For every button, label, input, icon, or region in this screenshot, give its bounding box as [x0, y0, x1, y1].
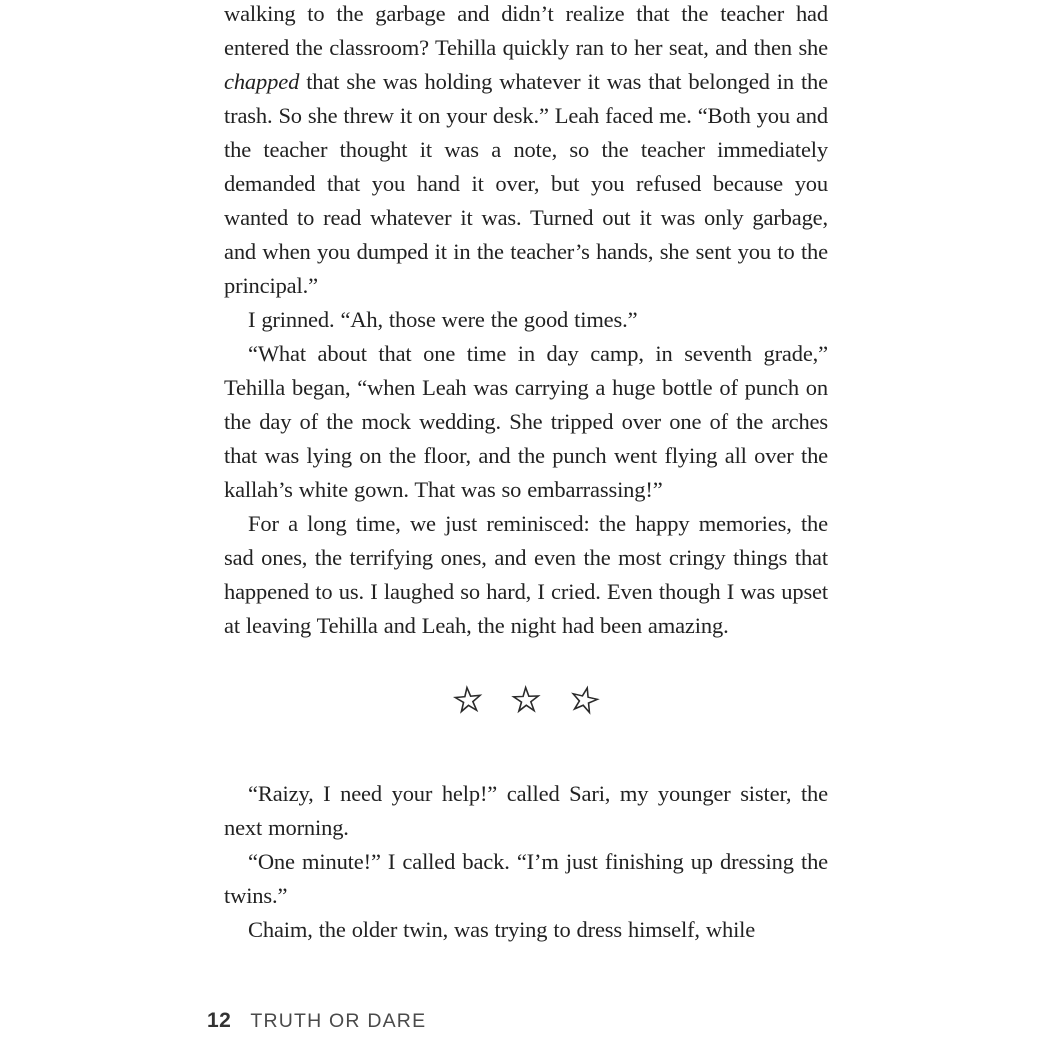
text-column [224, 0, 828, 947]
paragraph [224, 337, 828, 507]
text-run: “Raizy, I need your help!” called Sari, my younger sister, the next morning. [224, 781, 828, 840]
star-icon: ☆ [509, 679, 543, 722]
text-run: “One minute!” I called back. “I’m just finishing up dressing the twins.” [224, 849, 828, 908]
text-run: walking to the garbage and didn’t realize that the teacher had entered the classroom? Tehilla quickly ran to her seat, and then she [224, 1, 828, 60]
text-run: “What about that one time in day camp, in seventh grade,” Tehilla began, “when Leah was carrying a huge bottle of punch on the day of the mock wedding. She tripped over one of the arches that was lying on the floor, and the punch went flying all over the kallah’s white gown. That was so embarrassing!” [224, 341, 828, 502]
text-run: that she was holding whatever it was that belonged in the trash. So she threw it on your desk.” Leah faced me. “Both you and the teacher thought it was a note, so the teacher immediately demanded that you hand it over, but you refused because you wanted to read whatever it was. Turned out it was only garbage, and when you dumped it in the teacher’s hands, she sent you to the principal.” [224, 69, 828, 298]
paragraph [224, 777, 828, 845]
paragraph [224, 303, 828, 337]
body-text-before-divider [224, 0, 828, 643]
text-run: I grinned. “Ah, those were the good times.” [248, 307, 638, 332]
star-icon: ☆ [449, 678, 486, 723]
paragraph [224, 913, 828, 947]
body-text-after-divider [224, 777, 828, 947]
running-title: TRUTH OR DARE [250, 1010, 427, 1032]
page-footer [207, 1009, 426, 1033]
text-run: Chaim, the older twin, was trying to dress himself, while [248, 917, 756, 942]
star-icon: ☆ [564, 676, 605, 725]
page-number: 12 [207, 1009, 232, 1032]
paragraph [224, 0, 828, 303]
section-divider [224, 676, 828, 725]
text-run: For a long time, we just reminisced: the happy memories, the sad ones, the terrifying ones, and even the most cringy things that happened to us. I laughed so hard, I cried. Even though I was upset at leaving Tehilla and Leah, the night had been amazing. [224, 511, 828, 638]
paragraph [224, 845, 828, 913]
italic-word: chapped [224, 69, 300, 94]
paragraph [224, 507, 828, 643]
